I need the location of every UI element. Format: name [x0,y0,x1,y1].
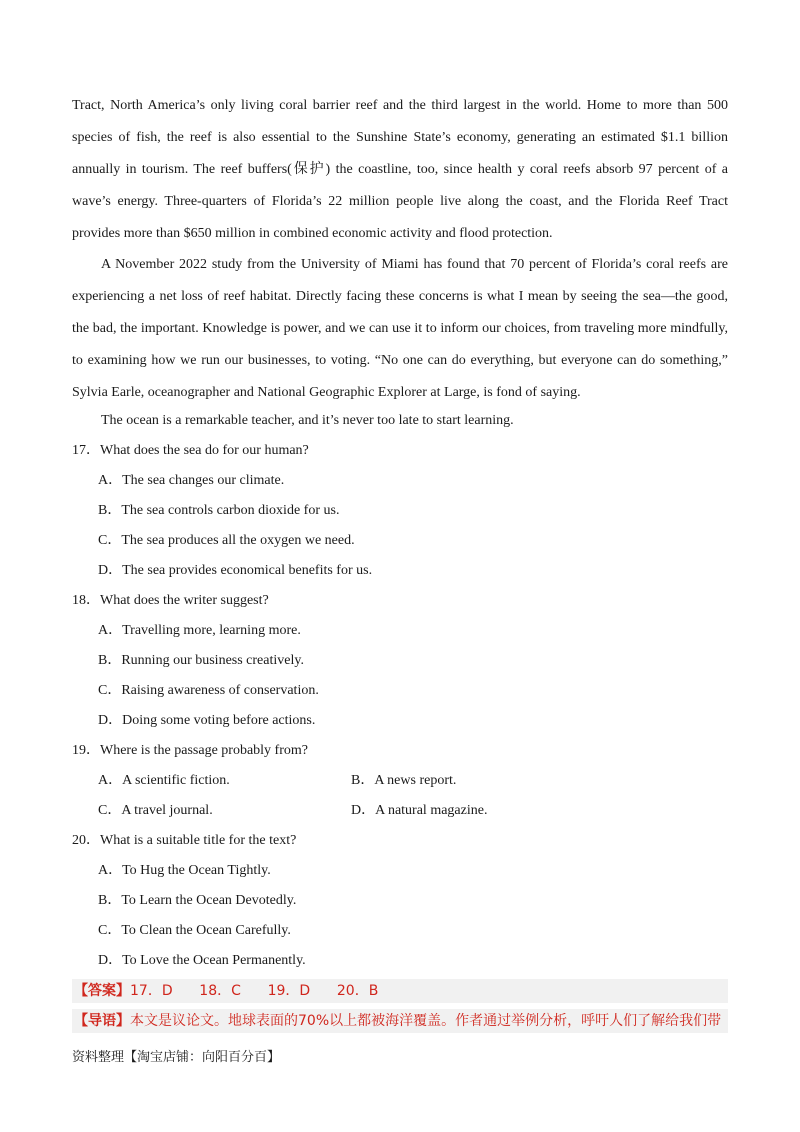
question-20-option-c: C．To Clean the Ocean Carefully. [98,923,291,938]
question-19-stem: 19．Where is the passage probably from? [72,743,308,758]
question-18-option-b: B．Running our business creatively. [98,653,304,668]
question-19-option-d: D．A natural magazine. [351,803,488,818]
question-20-option-a: A．To Hug the Ocean Tightly. [98,863,271,878]
question-17-option-d: D．The sea provides economical benefits for us. [98,563,373,578]
guide-text: 本文是议论文。地球表面的70%以上都被海洋覆盖。作者通过举例分析，呼吁人们了解给我们带 [130,1013,722,1029]
question-20-option-b: B．To Learn the Ocean Devotedly. [98,893,297,908]
question-18-option-d: D．Doing some voting before actions. [98,713,316,728]
question-18-option-c: C．Raising awareness of conservation. [98,683,319,698]
passage-paragraph-3: The ocean is a remarkable teacher, and it’s never too late to start learning. [101,413,514,428]
answer-text: 17．D 18．C 19．D 20．B [130,983,379,999]
passage-paragraph-1: Tract, North America’s only living coral barrier reef and the third largest in the world. Home to more than 500 species of fish, the reef is also essential to the Sunshine State’s economy, generating an estimated $1.1 billion annually in tourism. The reef buffers(保护) the coastline, too, since health y coral reefs absorb 97 percent of a wave’s energy. Three-quarters of Florida’s 22 million people live along the coast, and the Florida Reef Tract provides more than $650 million in combined economic activity and flood protection. [72,98,728,241]
question-18-option-a: A．Travelling more, learning more. [98,623,301,638]
answer-label: 【答案】 [74,983,130,999]
question-19-option-a: A．A scientific fiction. [98,773,230,788]
question-17-stem: 17．What does the sea do for our human? [72,443,309,458]
question-20-option-d: D．To Love the Ocean Permanently. [98,953,306,968]
answer-line [74,981,378,1001]
guide-line [74,1011,721,1031]
question-19-option-c: C．A travel journal. [98,803,213,818]
question-19-option-b: B．A news report. [351,773,457,788]
page-footer: 资料整理【淘宝店铺：向阳百分百】 [72,1050,281,1065]
guide-label: 【导语】 [74,1013,130,1029]
question-18-stem: 18．What does the writer suggest? [72,593,269,608]
question-20-stem: 20．What is a suitable title for the text? [72,833,297,848]
passage-paragraph-2: A November 2022 study from the University of Miami has found that 70 percent of Florida’s coral reefs are experiencing a net loss of reef habitat. Directly facing these concerns is what I mean by seeing the sea—the good, the bad, the important. Knowledge is power, and we can use it to inform our choices, from traveling more mindfully, to examining how we run our businesses, to voting. “No one can do everything, but everyone can do something,” Sylvia Earle, oceanographer and National Geographic Explorer at Large, is fond of saying. [72,257,728,400]
question-17-option-c: C．The sea produces all the oxygen we need. [98,533,355,548]
question-17-option-a: A．The sea changes our climate. [98,473,285,488]
question-17-option-b: B．The sea controls carbon dioxide for us. [98,503,340,518]
